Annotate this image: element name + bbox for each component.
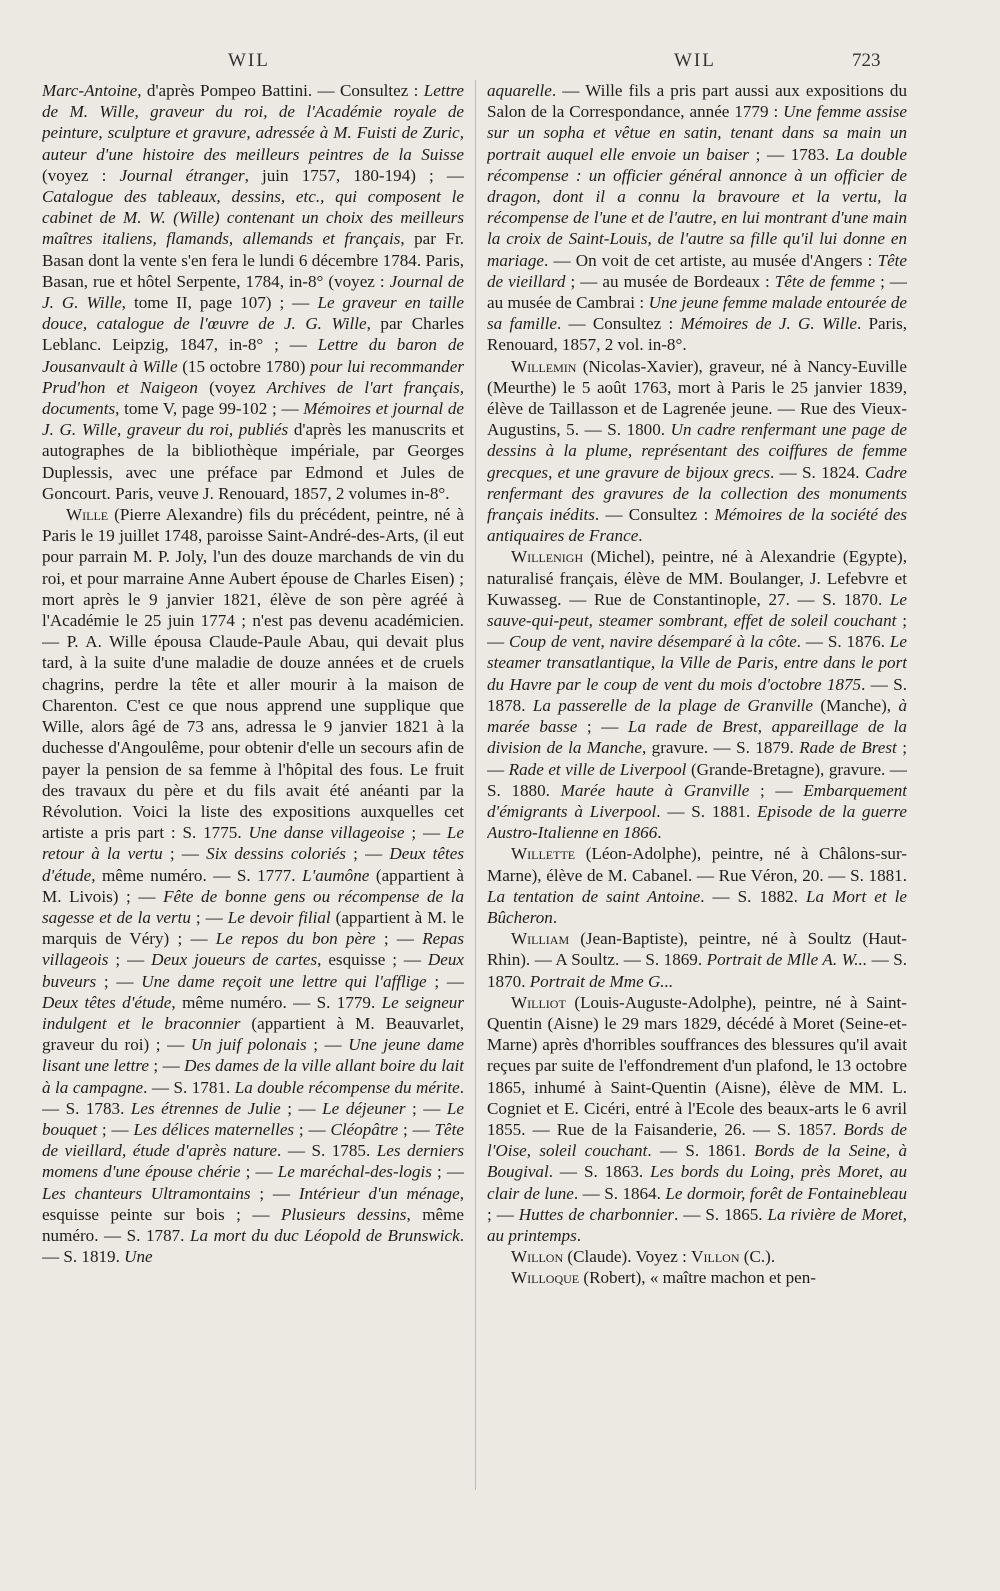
- left-column: [42, 80, 464, 1585]
- page-number: 723: [852, 50, 881, 71]
- dictionary-entry: Willette (Léon-Adolphe), peintre, né à Châlons-sur-Marne), élève de M. Cabanel. — Rue Véron, 20. — S. 1881. La tentation de saint Antoine. — S. 1882. La Mort et le Bûcheron.: [487, 844, 907, 927]
- column-divider: [475, 80, 476, 1490]
- running-head-left: WIL: [228, 50, 270, 71]
- dictionary-entry: Wille (Pierre Alexandre) fils du précédent, peintre, né à Paris le 19 juillet 1748, paroisse Saint-André-des-Arts, (il eut pour parrain M. P. Joly, l'un des douze marchands de vin du roi, et pour marraine Anne Aubert épouse de Charles Eisen) ; mort après le 9 janvier 1821, élève de son père agréé à l'Académie le 25 juin 1774 ; n'est pas devenu académicien. — P. A. Wille épousa Claude-Paule Abau, qui devait plus tard, à la suite d'une maladie de douze années et de cruels chagrins, perdre la tête et aller mourir à la maison de Charenton. C'est ce que nous apprend une supplique que Wille, alors âgé de 73 ans, adressa le 9 janvier 1821 à la duchesse d'Angoulême, pour obtenir d'elle un secours afin de payer la pension de sa femme à l'hôpital des fous. Le fruit des travaux du père et du fils avait été anéanti par la Révolution. Voici la liste des expositions auxquelles cet artiste a pris part : S. 1775. Une danse villageoise ; — Le retour à la vertu ; — Six dessins coloriés ; — Deux têtes d'étude, même numéro. — S. 1777. L'aumône (appartient à M. Livois) ; — Fête de bonne gens ou récompense de la sagesse et de la vertu ; — Le devoir filial (appartient à M. le marquis de Véry) ; — Le repos du bon père ; — Repas villageois ; — Deux joueurs de cartes, esquisse ; — Deux buveurs ; — Une dame reçoit une lettre qui l'afflige ; — Deux têtes d'étude, même numéro. — S. 1779. Le seigneur indulgent et le braconnier (appartient à M. Beauvarlet, graveur du roi) ; — Un juif polonais ; — Une jeune dame lisant une lettre ; — Des dames de la ville allant boire du lait à la campagne. — S. 1781. La double récompense du mérite. — S. 1783. Les étrennes de Julie ; — Le déjeuner ; — Le bouquet ; — Les délices maternelles ; — Cléopâtre ; — Tête de vieillard, étude d'après nature. — S. 1785. Les derniers momens d'une épouse chérie ; — Le maréchal-des-logis ; — Les chanteurs Ultramontains ; — Intérieur d'un ménage, esquisse peinte sur bois ; — Plusieurs dessins, même numéro. — S. 1787. La mort du duc Léopold de Brunswick. — S. 1819. Une: [42, 505, 464, 1267]
- entry-continuation: aquarelle. — Wille fils a pris part aussi aux expositions du Salon de la Correspondance, année 1779 : Une femme assise sur un sopha et vêtue en satin, tenant dans sa main un portrait auquel elle envoie un baiser ; — 1783. La double récompense : un officier général annonce à un officier de dragon, dont il a connu la bravoure et la vertu, la récompense de l'une et de l'autre, en lui montrant d'une main la croix de Saint-Louis, de l'autre sa fille qu'il lui donne en mariage. — On voit de cet artiste, au musée d'Angers : Tête de vieillard ; — au musée de Bordeaux : Tête de femme ; — au musée de Cambrai : Une jeune femme malade entourée de sa famille. — Consultez : Mémoires de J. G. Wille. Paris, Renouard, 1857, 2 vol. in-8°.: [487, 81, 907, 355]
- entry-continuation: Marc-Antoine, d'après Pompeo Battini. — Consultez : Lettre de M. Wille, graveur du roi, de l'Académie royale de peinture, sculpture et gravure, adressée à M. Fuisti de Zuric, auteur d'une histoire des meilleurs peintres de la Suisse (voyez : Journal étranger, juin 1757, 180-194) ; — Catalogue des tableaux, dessins, etc., qui composent le cabinet de M. W. (Wille) contenant un choix des meilleurs maîtres italiens, flamands, allemands et français, par Fr. Basan dont la vente s'en fera le lundi 6 décembre 1784. Paris, Basan, rue et hôtel Serpente, 1784, in-8° (voyez : Journal de J. G. Wille, tome II, page 107) ; — Le graveur en taille douce, catalogue de l'œuvre de J. G. Wille, par Charles Leblanc. Leipzig, 1847, in-8° ; — Lettre du baron de Jousanvault à Wille (15 octobre 1780) pour lui recommander Prud'hon et Naigeon (voyez Archives de l'art français, documents, tome V, page 99-102 ; — Mémoires et journal de J. G. Wille, graveur du roi, publiés d'après les manuscrits et autographes de la bibliothèque impériale, par Georges Duplessis, avec une préface par Edmond et Jules de Goncourt. Paris, veuve J. Renouard, 1857, 2 volumes in-8°.: [42, 81, 464, 503]
- dictionary-entry: William (Jean-Baptiste), peintre, né à Soultz (Haut-Rhin). — A Soultz. — S. 1869. Portrait de Mlle A. W... — S. 1870. Portrait de Mme G...: [487, 929, 907, 991]
- running-head-right: WIL: [674, 50, 716, 71]
- dictionary-entry: Willon (Claude). Voyez : Villon (C.).: [511, 1247, 776, 1267]
- dictionary-entry: Willemin (Nicolas-Xavier), graveur, né à Nancy-Euville (Meurthe) le 5 août 1763, mort à Paris le 25 janvier 1839, élève de Taillasson et de Lagrenée jeune. — Rue des Vieux-Augustins, 5. — S. 1800. Un cadre renfermant une page de dessins à la plume, représentant des coiffures de femme grecques, et une gravure de bijoux grecs. — S. 1824. Cadre renfermant des gravures de la collection des monuments français inédits. — Consultez : Mémoires de la société des antiquaires de France.: [487, 356, 907, 546]
- right-column: [487, 80, 907, 1585]
- dictionary-entry: Willenigh (Michel), peintre, né à Alexandrie (Egypte), naturalisé français, élève de MM. Boulanger, J. Lefebvre et Kuwasseg. — Rue de Constantinople, 27. — S. 1870. Le sauve-qui-peut, steamer sombrant, effet de soleil couchant ; — Coup de vent, navire désemparé à la côte. — S. 1876. Le steamer transatlantique, la Ville de Paris, entre dans le port du Havre par le coup de vent du mois d'octobre 1875. — S. 1878. La passerelle de la plage de Granville (Manche), à marée basse ; — La rade de Brest, appareillage de la division de la Manche, gravure. — S. 1879. Rade de Brest ; — Rade et ville de Liverpool (Grande-Bretagne), gravure. — S. 1880. Marée haute à Granville ; — Embarquement d'émigrants à Liverpool. — S. 1881. Episode de la guerre Austro-Italienne en 1866.: [487, 547, 907, 843]
- dictionary-entry: Williot (Louis-Auguste-Adolphe), peintre, né à Saint-Quentin (Aisne) le 29 mars 1829, décédé à Moret (Seine-et-Marne) après d'horribles souffrances des blessures qu'il avait reçues par suite de l'effondrement d'un plafond, le 13 octobre 1865, inhumé à Saint-Quentin (Aisne), élève de MM. L. Cogniet et E. Cicéri, entré à l'Ecole des beaux-arts le 6 avril 1855. — Rue de la Faisanderie, 26. — S. 1857. Bords de l'Oise, soleil couchant. — S. 1861. Bords de la Seine, à Bougival. — S. 1863. Les bords du Loing, près Moret, au clair de lune. — S. 1864. Le dormoir, forêt de Fontainebleau ; — Huttes de charbonnier. — S. 1865. La rivière de Moret, au printemps.: [487, 992, 907, 1245]
- dictionary-entry: Willoque (Robert), « maître machon et pen-: [511, 1268, 816, 1288]
